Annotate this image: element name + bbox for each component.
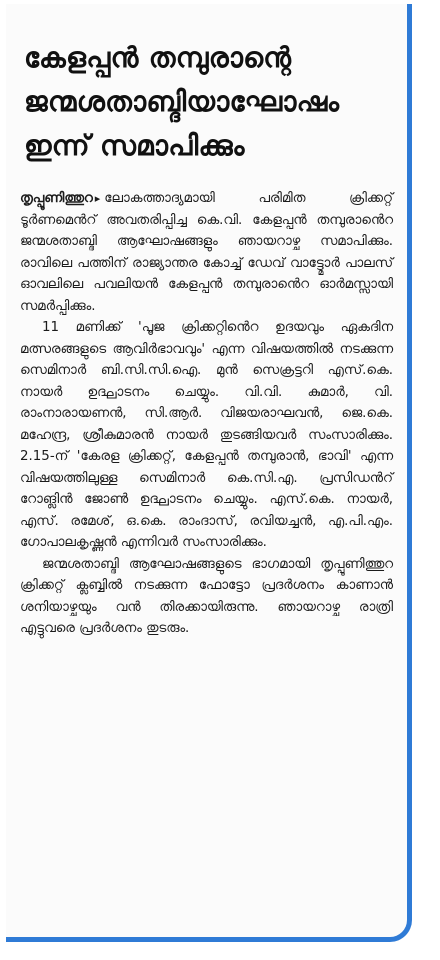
article-body: [20, 188, 393, 640]
dateline-arrow-icon: ▸: [94, 192, 101, 205]
paragraph-3-text: ജന്മശതാബ്ദി ആഘോഷങ്ങളുടെ ഭാഗമായി തൃപ്പൂണിത്തുറ ക്രിക്കറ്റ് ക്ലബ്ബിൽ നടക്കുന്ന ഫോട്ടോ പ്രദർശനം കാണാൻ ശനിയാഴ്ചയും വൻ തിരക്കായിരുന്നു. ഞായറാഴ്ച രാത്രി എട്ടുവരെ പ്രദർശനം തുടരും.: [20, 556, 393, 636]
article-paragraph-1: [20, 188, 393, 317]
headline-line-1: കേളപ്പൻ തമ്പുരാന്റെ: [24, 41, 292, 74]
headline-line-3: ഇന്ന് സമാപിക്കും: [24, 129, 245, 162]
article-paragraph-2: [20, 317, 393, 554]
newspaper-clipping: [6, 4, 412, 942]
article-paragraph-3: [20, 554, 393, 640]
dateline: തൃപ്പൂണിത്തുറ: [20, 191, 93, 206]
paragraph-2-text: 11 മണിക്ക് 'പൂജ ക്രിക്കറ്റിൻെറ ഉദയവും ഏകദിന മത്സരങ്ങളുടെ ആവിർഭാവവും' എന്ന വിഷയത്തിൽ നടക്കുന്ന സെമിനാർ ബി.സി.സി.ഐ. മുൻ സെക്രട്ടറി എസ്.കെ. നായർ ഉദ്ഘാടനം ചെയ്യും. വി.വി. കുമാർ, വി. രാംനാരായണൻ, സി.ആർ. വിജയരാഘവൻ, ജെ.കെ. മഹേന്ദ്ര, ശ്രീകുമാരൻ നായർ തുടങ്ങിയവർ സംസാരിക്കും. 2.15-ന് 'കേരള ക്രിക്കറ്റ്, കേളപ്പൻ തമ്പുരാൻ, ഭാവി' എന്ന വിഷയത്തിലുള്ള സെമിനാർ കെ.സി.എ. പ്രസിഡൻറ് റോങ്ലിൻ ജോൺ ഉദ്ഘാടനം ചെയ്യും. എസ്.കെ. നായർ, എസ്. രമേശ്, ഒ.കെ. രാംദാസ്, രവിയച്ചൻ, എ.പി.എം. ഗോപാലകൃഷ്ണൻ എന്നിവർ സംസാരിക്കും.: [20, 320, 393, 550]
headline-line-2: ജന്മശതാബ്ദിയാഘോഷം: [24, 85, 340, 118]
paragraph-1-text: ലോകത്താദ്യമായി പരിമിത ക്രിക്കറ്റ് ടൂർണമെൻറ് അവതരിപ്പിച്ച കെ.വി. കേളപ്പൻ തമ്പുരാൻെറ ജന്മശതാബ്ദി ആഘോഷങ്ങളും ഞായറാഴ്ച സമാപിക്കും. രാവിലെ പത്തിന് രാജ്യാന്തര കോച്ച് ഡേവ് വാട്ട്മോർ പാലസ് ഓവലിലെ പവലിയൻ കേളപ്പൻ തമ്പുരാൻെറ ഓർമസ്സായി സമർപ്പിക്കും.: [20, 191, 393, 314]
headline: [24, 36, 393, 168]
